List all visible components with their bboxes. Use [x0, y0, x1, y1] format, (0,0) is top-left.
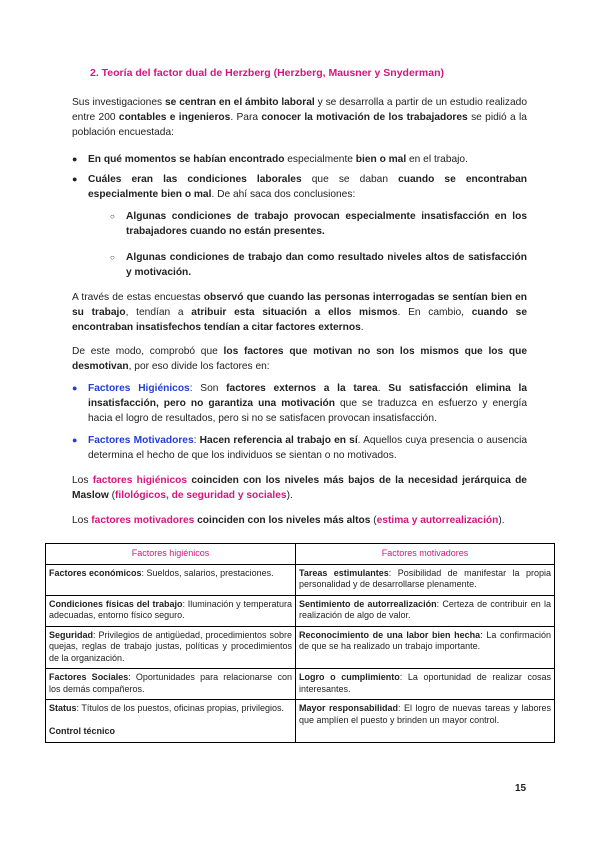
text: . De ahí saca dos conclusiones:	[211, 189, 356, 200]
text: Cuáles eran las condiciones laborales	[88, 174, 302, 185]
text: atribuir esta situación a ellos mismos	[191, 307, 398, 318]
text: : Sueldos, salarios, prestaciones.	[141, 567, 274, 578]
text: . Para	[230, 112, 262, 123]
text: contables e ingenieros	[118, 112, 231, 123]
text: Algunas condiciones de trabajo dan como resultado niveles altos de satisfacción y motivación.	[126, 252, 527, 278]
text: Mayor responsabilidad	[298, 703, 398, 713]
text: , por eso divide los factores en:	[128, 361, 270, 372]
maslow-high-paragraph	[72, 513, 527, 528]
text: coinciden con los	[194, 515, 287, 526]
text: factores externos a la tarea	[226, 383, 378, 394]
text: coinciden con los niveles más bajos de la necesidad jerárquica de Maslow	[72, 475, 527, 501]
intro-paragraph	[72, 95, 527, 140]
text: Reconocimiento de una labor bien hecha	[298, 629, 481, 640]
text: :	[193, 435, 200, 446]
text: niveles más altos	[286, 515, 371, 526]
bullet-item-hygiene	[72, 381, 528, 426]
text: .	[360, 322, 364, 333]
text: Tareas estimulantes	[298, 567, 389, 578]
text: Seguridad	[49, 629, 94, 640]
text: Los	[72, 475, 93, 486]
text: Factores económicos	[49, 567, 142, 578]
table-cell	[46, 700, 296, 743]
header-motivator-factors: Factores motivadores	[295, 544, 554, 565]
text: : Posibilidad de manifestar la propia personalidad y de desarrollarse plenamente.	[298, 567, 551, 589]
table-cell	[46, 626, 296, 669]
circle-bullet-icon: ○	[110, 253, 115, 262]
text: : Títulos de los puestos, oficinas propias, privilegios.	[76, 703, 284, 713]
text: Logro o cumplimiento	[298, 672, 400, 682]
text: Factores Motivadores	[88, 435, 194, 446]
bullet-icon: ●	[72, 174, 78, 184]
sub-bullet-item-2	[110, 250, 527, 280]
text: Control técnico	[49, 726, 116, 736]
text: ).	[498, 515, 505, 526]
text: se pidió a la población encuestada:	[72, 112, 527, 138]
table-cell	[46, 595, 296, 626]
section-heading: 2. Teoría del factor dual de Herzberg (Herzberg, Mausner y Snyderman)	[90, 67, 444, 79]
text: Sentimiento de autorrealización	[298, 598, 437, 609]
text: : La confirmación de que se ha realizado un trabajo importante.	[298, 629, 551, 651]
text: que se traduzca en esfuerzo y energía hacia el logro de resultados, pero si no se satisfacen provocan insatisfacción.	[88, 398, 527, 424]
text: : La oportunidad de realizar cosas interesantes.	[298, 672, 551, 694]
table-cell	[295, 564, 554, 595]
header-hygiene-factors: Factores higiénicos	[46, 544, 296, 565]
text: .	[377, 383, 389, 394]
text: Algunas condiciones de trabajo provocan especialmente insatisfacción en los trabajadores cuando no están presentes.	[126, 211, 527, 237]
factors-paragraph	[72, 344, 527, 374]
maslow-low-paragraph	[72, 473, 527, 503]
text: A través de estas encuestas	[72, 292, 204, 303]
table-cell	[46, 669, 296, 700]
text: . Aquellos cuya presencia o ausencia determina el hecho de que los individuos se sientan o no motivados.	[88, 435, 528, 461]
bullet-icon: ●	[72, 435, 78, 445]
text: : Son	[189, 383, 227, 394]
table-row	[46, 595, 555, 626]
text: filológicos, de seguridad y sociales	[115, 490, 287, 501]
text: en el trabajo.	[406, 154, 468, 165]
text: estima y autorrealización	[376, 515, 499, 526]
table-row	[46, 626, 555, 669]
text: ).	[286, 490, 293, 501]
table-row	[46, 564, 555, 595]
text: conocer la motivación de los trabajadores	[261, 112, 468, 123]
text: En qué momentos se habían encontrado	[88, 154, 285, 165]
table-row	[46, 669, 555, 700]
text: : Iluminación y temperatura adecuadas, entorno físico seguro.	[49, 598, 292, 620]
bullet-item-motivators	[72, 433, 528, 463]
text: : El logro de nuevas tareas y labores que amplíen el puesto y brinden un mayor control.	[298, 703, 551, 725]
text: : Oportunidades para relacionarse con los demás compañeros.	[49, 672, 292, 694]
text: observó que cuando las personas interrogadas se sentían bien en su trabajo	[72, 292, 528, 318]
bullet-icon: ●	[72, 383, 78, 393]
text: (	[108, 490, 116, 501]
text: . En cambio,	[397, 307, 472, 318]
bullet-item-2	[72, 172, 527, 202]
text: especialmente	[284, 154, 356, 165]
table-cell	[295, 669, 554, 700]
bullet-icon: ●	[72, 154, 78, 164]
bullet-item-1	[72, 152, 527, 167]
text: Status	[49, 703, 77, 713]
text: Condiciones físicas del trabajo	[49, 598, 183, 609]
text: , tendían a	[125, 307, 192, 318]
text: Sus investigaciones	[72, 97, 165, 108]
text: Los	[72, 515, 92, 526]
survey-paragraph	[72, 290, 527, 335]
text: factores higiénicos	[92, 475, 188, 486]
text: Factores Higiénicos	[88, 383, 190, 394]
text: Hacen referencia al trabajo en sí	[199, 435, 358, 446]
text: (	[370, 515, 377, 526]
text: factores motivadores	[91, 515, 195, 526]
text: bien o mal	[355, 154, 407, 165]
circle-bullet-icon: ○	[110, 212, 115, 221]
table-cell	[295, 595, 554, 626]
text: los factores que motivan no son los mismos que los que desmotivan	[72, 346, 527, 372]
text: se centran en el ámbito laboral	[164, 97, 315, 108]
factors-table	[45, 543, 555, 743]
text: cuando se encontraban especialmente bien o mal	[88, 174, 527, 200]
table-cell	[295, 700, 554, 743]
text: cuando se encontraban insatisfechos tendían a citar factores externos	[72, 307, 527, 333]
sub-bullet-item-1	[110, 209, 527, 239]
text: y se desarrolla a partir de un estudio realizado entre 200	[72, 97, 527, 123]
text: : Privilegios de antigüedad, procedimientos sobre quejas, reglas de trabajo justas, políticas y procedimientos de la organización.	[49, 629, 292, 663]
table-row	[46, 700, 555, 743]
text: : Certeza de contribuir en la realización de algo de valor.	[298, 598, 551, 620]
page-number: 15	[515, 783, 527, 794]
table-cell	[295, 626, 554, 669]
table-cell	[46, 564, 296, 595]
text: Factores Sociales	[49, 672, 129, 682]
text: que se daban	[301, 174, 399, 185]
text: Su satisfacción elimina la insatisfacción, pero no garantiza una motivación	[88, 383, 528, 409]
text: De este modo, comprobó que	[72, 346, 224, 357]
table-header-row	[46, 544, 555, 565]
